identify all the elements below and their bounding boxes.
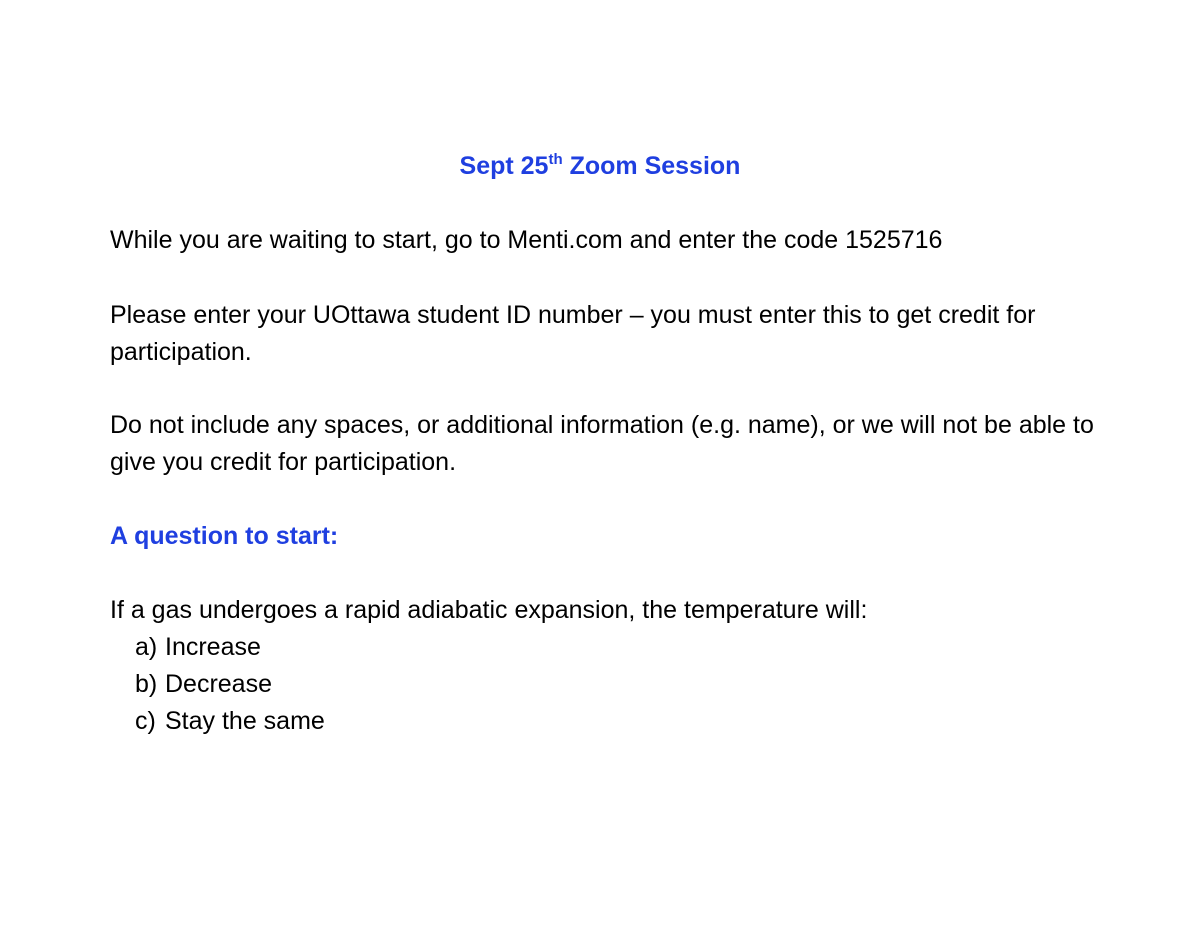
title-suffix: Zoom Session bbox=[562, 152, 741, 180]
title-prefix: Sept 25 bbox=[459, 152, 549, 180]
option-text: Stay the same bbox=[165, 707, 325, 735]
answer-option bbox=[135, 666, 325, 703]
option-letter: a) bbox=[135, 633, 158, 661]
option-letter: c) bbox=[135, 707, 156, 735]
menti-instruction: While you are waiting to start, go to Menti.com and enter the code 1525716 bbox=[110, 226, 943, 254]
answer-options-list bbox=[135, 629, 325, 740]
option-letter: b) bbox=[135, 670, 158, 698]
option-text: Decrease bbox=[165, 670, 272, 698]
student-id-instruction: Please enter your UOttawa student ID number – you must enter this to get credit for participation. bbox=[110, 301, 1036, 366]
no-spaces-instruction: Do not include any spaces, or additional information (e.g. name), or we will not be able to give you credit for participation. bbox=[110, 411, 1094, 476]
question-heading: A question to start: bbox=[110, 522, 339, 550]
answer-option bbox=[135, 703, 325, 740]
option-text: Increase bbox=[165, 633, 261, 661]
title-superscript: th bbox=[548, 151, 563, 168]
page-title bbox=[0, 146, 1200, 186]
answer-option bbox=[135, 629, 325, 666]
question-prompt: If a gas undergoes a rapid adiabatic expansion, the temperature will: bbox=[110, 596, 868, 624]
